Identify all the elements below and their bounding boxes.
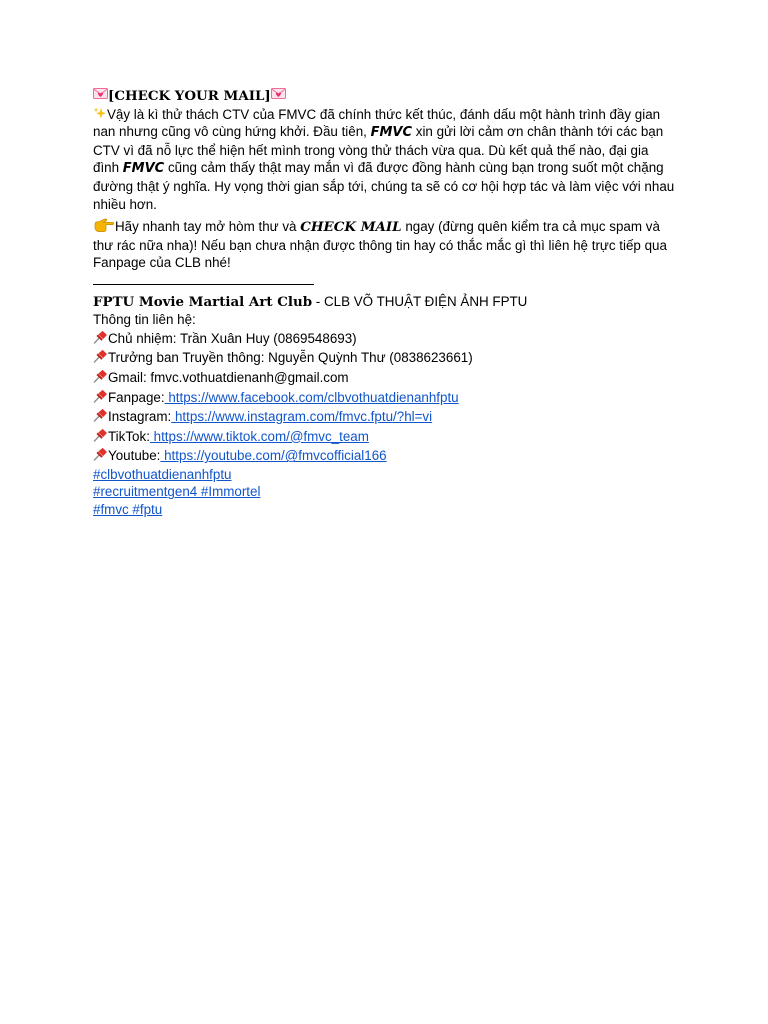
contact-label: Trưởng ban Truyền thông: Nguyễn Quỳnh Thư (0838623661) (108, 350, 473, 366)
pushpin-icon (93, 408, 108, 422)
heart-envelope-icon (271, 88, 286, 99)
divider (93, 276, 314, 285)
contact-label: Fanpage: (108, 389, 165, 405)
pushpin-icon (93, 389, 108, 403)
sparkles-icon (93, 107, 107, 120)
intro-text-1: Vậy là kì thử thách CTV của FMVC đã chính thức kết thúc, đánh dấu một hành trình đầy gian nan nhưng cũng vô cùng hứng khởi. Đầu tiên, (93, 106, 661, 140)
pointing-hand-icon (93, 217, 115, 233)
contact-title: Thông tin liên hệ: (93, 312, 196, 328)
intro-paragraph (93, 106, 677, 214)
contact-link[interactable]: https://www.tiktok.com/@fmvc_team (149, 428, 369, 444)
heading-text: [CHECK YOUR MAIL] (108, 88, 271, 104)
brand-fmvc: FMVC (370, 125, 413, 141)
cta-text-1: Hãy nhanh tay mở hòm thư và (115, 219, 301, 235)
hashtag-line (93, 466, 677, 484)
club-name: FPTU Movie Martial Art Club (93, 293, 313, 310)
contact-label: Chủ nhiệm: Trần Xuân Huy (0869548693) (108, 330, 357, 346)
contact-item (93, 407, 677, 427)
hashtag-link[interactable]: #recruitmentgen4 #Immortel (93, 484, 261, 500)
intro-text-2: xin gửi lời cảm ơn chân thành tới các bạn CTV vì đã nỗ lực thể hiện hết mình trong vòng thử thách vừa qua. Dù kết quả thế nào, đại gia đình (93, 124, 664, 176)
contact-link[interactable]: https://www.instagram.com/fmvc.fptu/?hl=vi (171, 409, 433, 425)
hashtag-line (93, 483, 677, 501)
cta-paragraph (93, 217, 677, 272)
contact-label: Instagram: (108, 409, 172, 425)
pushpin-icon (93, 447, 108, 461)
hashtag-link[interactable]: #clbvothuatdienanhfptu (93, 466, 232, 482)
pushpin-icon (93, 428, 108, 442)
separator-line (93, 272, 677, 290)
contact-item (93, 388, 677, 408)
hashtag-link[interactable]: #fmvc #fptu (93, 502, 163, 518)
pushpin-icon (93, 369, 108, 383)
heart-envelope-icon (93, 88, 108, 99)
cta-emphasis: CHECK MAIL (300, 219, 402, 236)
contact-label: TikTok: (108, 428, 150, 444)
contact-link[interactable]: https://youtube.com/@fmvcofficial166 (160, 448, 387, 464)
brand-fmvc: FMVC (122, 161, 165, 177)
heading-line (93, 87, 677, 106)
contact-link[interactable]: https://www.facebook.com/clbvothuatdienanhfptu (164, 389, 459, 405)
contact-list (93, 329, 677, 466)
contact-item (93, 446, 677, 466)
contact-item (93, 348, 677, 368)
pushpin-icon (93, 330, 108, 344)
contact-item (93, 368, 677, 388)
club-line (93, 293, 677, 312)
intro-text-3: cũng cảm thấy thật may mắn vì đã được đồng hành cùng bạn trong suốt một chặng đường thật ý nghĩa. Hy vọng thời gian sắp tới, chúng ta sẽ có cơ hội hợp tác và làm việc với nhau nhiều hơn. (93, 160, 675, 212)
club-suffix: - CLB VÕ THUẬT ĐIỆN ẢNH FPTU (312, 293, 528, 309)
pushpin-icon (93, 349, 108, 363)
post-body (93, 87, 677, 519)
hashtag-line (93, 501, 677, 519)
hashtag-list (93, 466, 677, 519)
contact-label: Gmail: fmvc.vothuatdienanh@gmail.com (108, 369, 349, 385)
contact-label: Youtube: (108, 448, 161, 464)
contact-item (93, 427, 677, 447)
cta-text-2: ngay (đừng quên kiểm tra cả mục spam và thư rác nữa nha)! Nếu bạn chưa nhận được thông tin hay có thắc mắc gì thì liên hệ trực tiếp qua Fanpage của CLB nhé! (93, 219, 667, 271)
contact-item (93, 329, 677, 349)
